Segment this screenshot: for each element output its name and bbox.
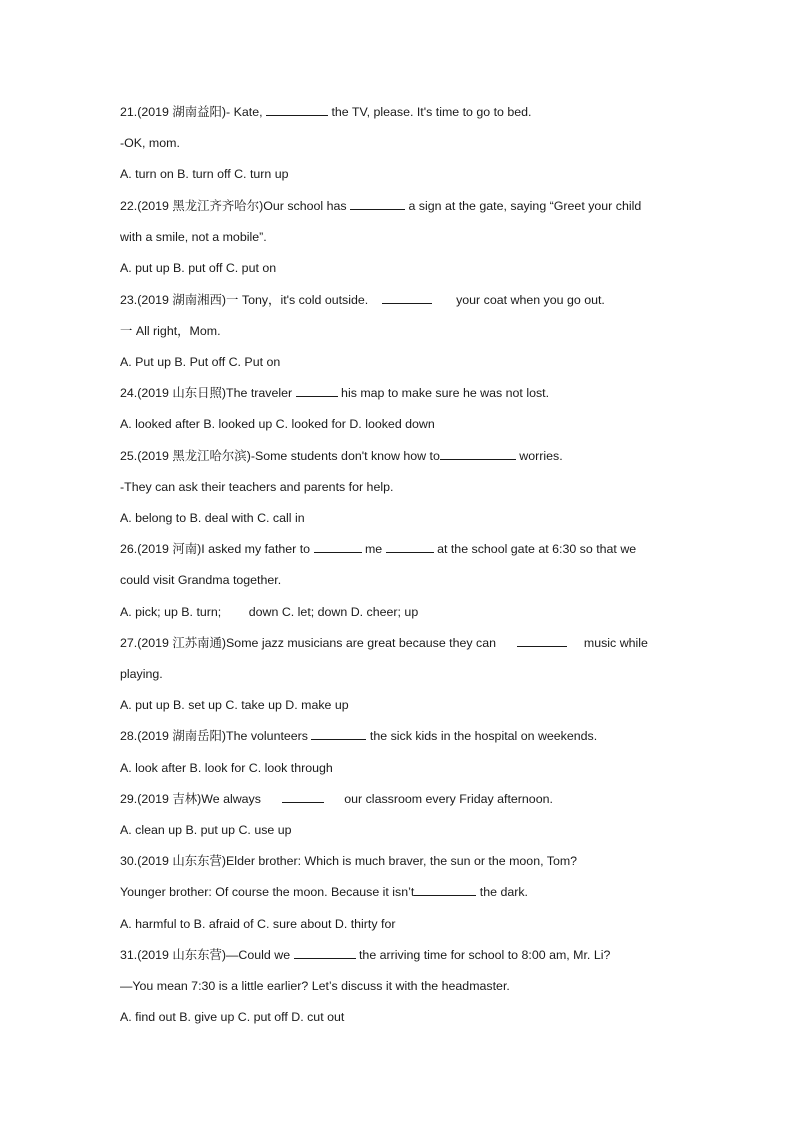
question-30-options: A. harmful to B. afraid of C. sure about D. thirty for [120,917,396,931]
question-text: 25.(2019 黑龙江哈尔滨)-Some students don't know how to [120,449,440,463]
question-21-options: A. turn on B. turn off C. turn up [120,167,289,181]
question-text: 27.(2019 江苏南通)Some jazz musicians are great because they can [120,636,517,650]
question-30-line2 [120,884,720,900]
answer-blank [282,791,324,803]
question-21-line2: -OK, mom. [120,136,180,150]
question-28 [120,728,720,744]
answer-blank [294,947,356,959]
question-31-line2: —You mean 7:30 is a little earlier? Let’s discuss it with the headmaster. [120,979,510,993]
question-31-options: A. find out B. give up C. put off D. cut out [120,1010,345,1024]
answer-blank [440,448,516,460]
question-text-after: our classroom every Friday afternoon. [323,792,553,806]
question-text-after: at the school gate at 6:30 so that we [433,542,637,556]
question-text-after: the dark. [476,885,528,899]
question-27-line2: playing. [120,667,163,681]
answer-blank [386,541,434,553]
question-text: 28.(2019 湖南岳阳)The volunteers [120,729,312,743]
question-21 [120,104,720,120]
question-22-line2: with a smile, not a mobile”. [120,230,267,244]
answer-blank [311,728,366,740]
question-26-options: A. pick; up B. turn; down C. let; down D. cheer; up [120,605,419,619]
question-text: 23.(2019 湖南湘西)一 Tony，it's cold outside. [120,293,382,307]
question-text-after: the TV, please. It's time to go to bed. [328,105,532,119]
question-text-after: a sign at the gate, saying “Greet your child [405,199,642,213]
question-27 [120,635,720,651]
question-text: 21.(2019 湖南益阳)- Kate, [120,105,266,119]
answer-blank [266,104,328,116]
answer-blank [517,635,567,647]
question-text: 26.(2019 河南)I asked my father to [120,542,314,556]
question-text-after: your coat when you go out. [431,293,605,307]
question-text: 24.(2019 山东日照)The traveler [120,386,296,400]
question-22-options: A. put up B. put off C. put on [120,261,277,275]
question-text-after: his map to make sure he was not lost. [337,386,550,400]
question-text-after: the sick kids in the hospital on weekends. [366,729,598,743]
question-26-line2: could visit Grandma together. [120,573,282,587]
question-23-options: A. Put up B. Put off C. Put on [120,355,281,369]
answer-blank [414,884,476,896]
question-text: 22.(2019 黑龙江齐齐哈尔)Our school has [120,199,350,213]
question-text-after: music while [566,636,648,650]
question-29-options: A. clean up B. put up C. use up [120,823,292,837]
question-31 [120,947,720,963]
question-23-line2: 一 All right，Mom. [120,324,221,338]
question-text-mid: me [361,542,386,556]
question-24-options: A. looked after B. looked up C. looked for D. looked down [120,417,435,431]
question-26 [120,541,720,557]
answer-blank [296,385,338,397]
question-23 [120,292,720,308]
question-28-options: A. look after B. look for C. look through [120,761,333,775]
question-text-after: worries. [515,449,563,463]
question-text: Younger brother: Of course the moon. Because it isn’t [120,885,415,899]
question-22 [120,198,720,214]
answer-blank [382,292,432,304]
answer-blank [314,541,362,553]
question-text-after: the arriving time for school to 8:00 am, Mr. Li? [355,948,611,962]
question-27-options: A. put up B. set up C. take up D. make up [120,698,349,712]
question-30: 30.(2019 山东东营)Elder brother: Which is much braver, the sun or the moon, Tom? [120,854,578,868]
question-24 [120,385,720,401]
question-text: 31.(2019 山东东营)—Could we [120,948,294,962]
question-25-options: A. belong to B. deal with C. call in [120,511,305,525]
question-25 [120,448,720,464]
question-25-line2: -They can ask their teachers and parents for help. [120,480,394,494]
question-text: 29.(2019 吉林)We always [120,792,282,806]
answer-blank [350,198,405,210]
question-29 [120,791,720,807]
